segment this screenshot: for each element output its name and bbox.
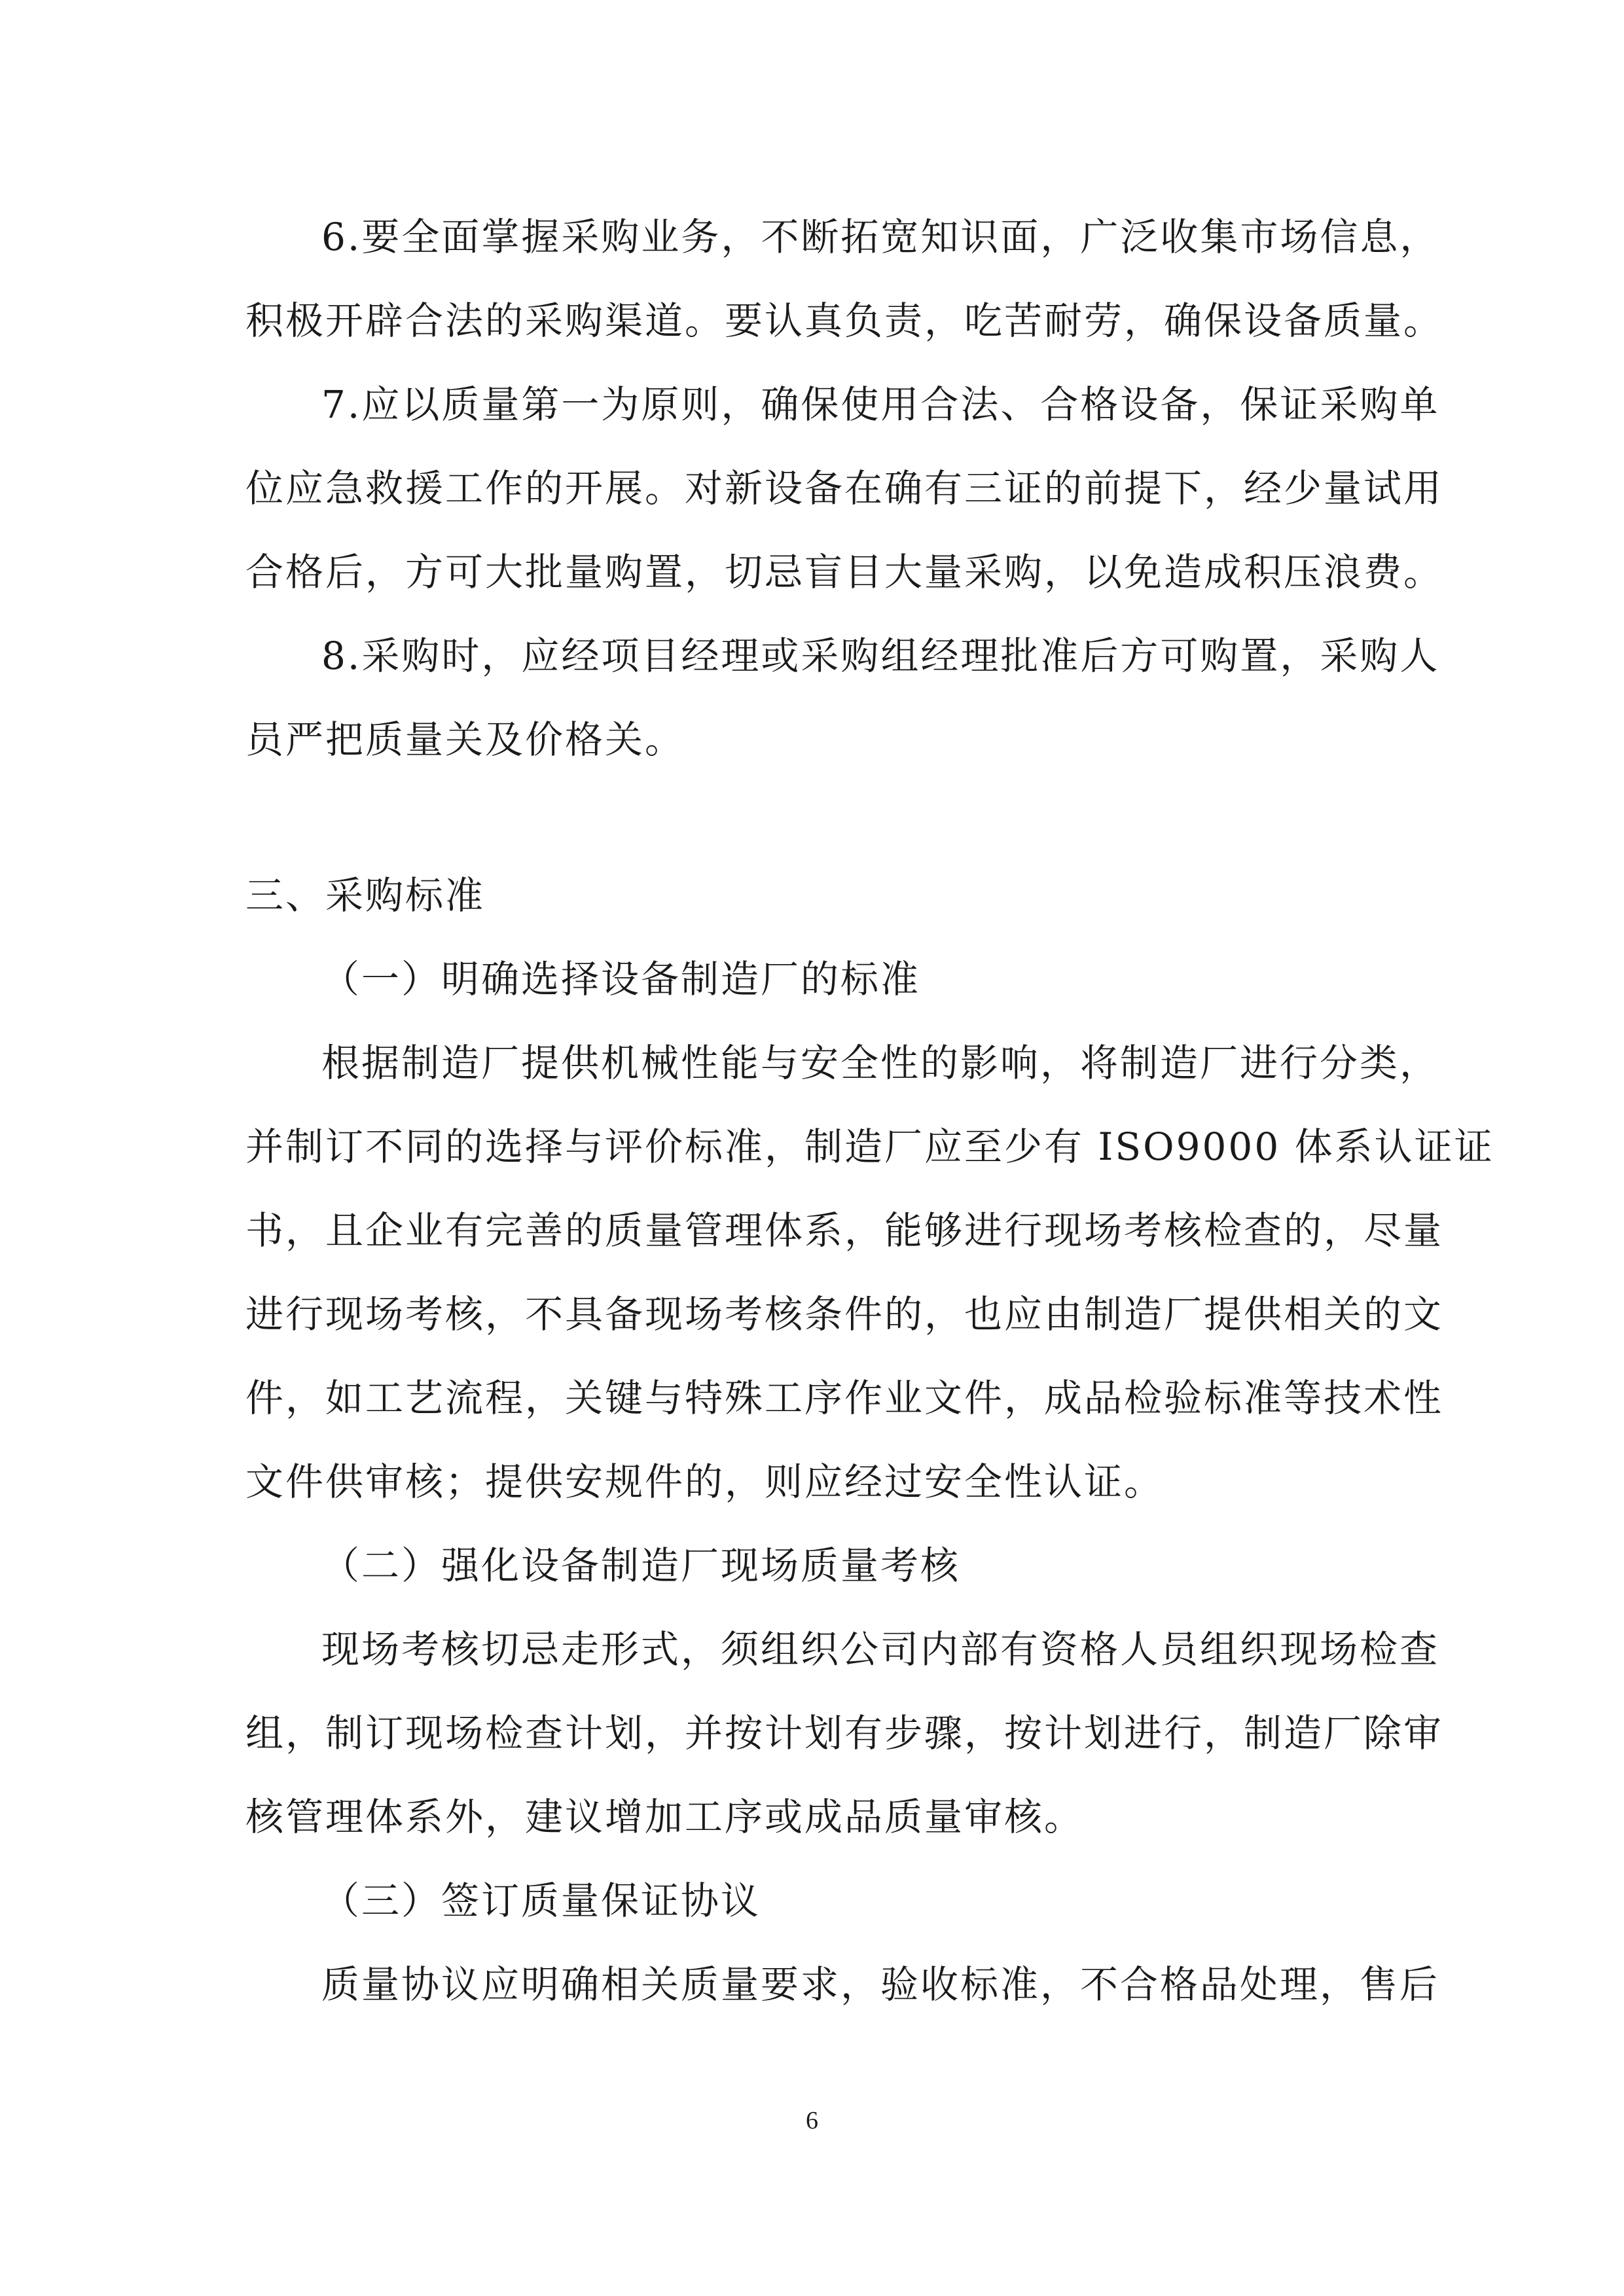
subsection-2-line-1: 现场考核切忌走形式，须组织公司内部有资格人员组织现场检查 <box>321 1627 1440 1672</box>
paragraph-7-line-1: 7.应以质量第一为原则，确保使用合法、合格设备，保证采购单 <box>321 382 1440 427</box>
subsection-2-heading: （二）强化设备制造厂现场质量考核 <box>321 1543 961 1588</box>
subsection-1-line-3: 书，且企业有完善的质量管理体系，能够进行现场考核检查的，尽量 <box>245 1208 1444 1253</box>
paragraph-6-line-2: 积极开辟合法的采购渠道。要认真负责，吃苦耐劳，确保设备质量。 <box>245 298 1444 343</box>
subsection-1-line-6: 文件供审核；提供安规件的，则应经过安全性认证。 <box>245 1460 1164 1504</box>
subsection-2-line-2: 组，制订现场检查计划，并按计划有步骤，按计划进行，制造厂除审 <box>245 1711 1444 1755</box>
subsection-1-heading: （一）明确选择设备制造厂的标准 <box>321 957 921 1001</box>
page-number: 6 <box>806 2107 818 2134</box>
subsection-1-line-2: 并制订不同的选择与评价标准，制造厂应至少有 ISO9000 体系认证证 <box>245 1124 1494 1169</box>
paragraph-8-line-2: 员严把质量关及价格关。 <box>245 717 685 762</box>
subsection-3-line-1: 质量协议应明确相关质量要求，验收标准，不合格品处理，售后 <box>321 1962 1440 2007</box>
paragraph-7-line-3: 合格后，方可大批量购置，切忌盲目大量采购，以免造成积压浪费。 <box>245 550 1444 594</box>
subsection-3-heading: （三）签订质量保证协议 <box>321 1878 761 1923</box>
paragraph-8-line-1: 8.采购时，应经项目经理或采购组经理批准后方可购置，采购人 <box>321 634 1440 678</box>
section-heading: 三、采购标准 <box>245 873 486 918</box>
subsection-2-line-3: 核管理体系外，建议增加工序或成品质量审核。 <box>245 1795 1085 1839</box>
paragraph-7-line-2: 位应急救援工作的开展。对新设备在确有三证的前提下，经少量试用 <box>245 466 1444 511</box>
subsection-1-line-1: 根据制造厂提供机械性能与安全性的影响，将制造厂进行分类， <box>321 1041 1440 1085</box>
paragraph-6-line-1: 6.要全面掌握采购业务，不断拓宽知识面，广泛收集市场信息， <box>321 215 1440 259</box>
subsection-1-line-5: 件，如工艺流程，关键与特殊工序作业文件，成品检验标准等技术性 <box>245 1376 1444 1420</box>
subsection-1-line-4: 进行现场考核，不具备现场考核条件的，也应由制造厂提供相关的文 <box>245 1292 1444 1336</box>
